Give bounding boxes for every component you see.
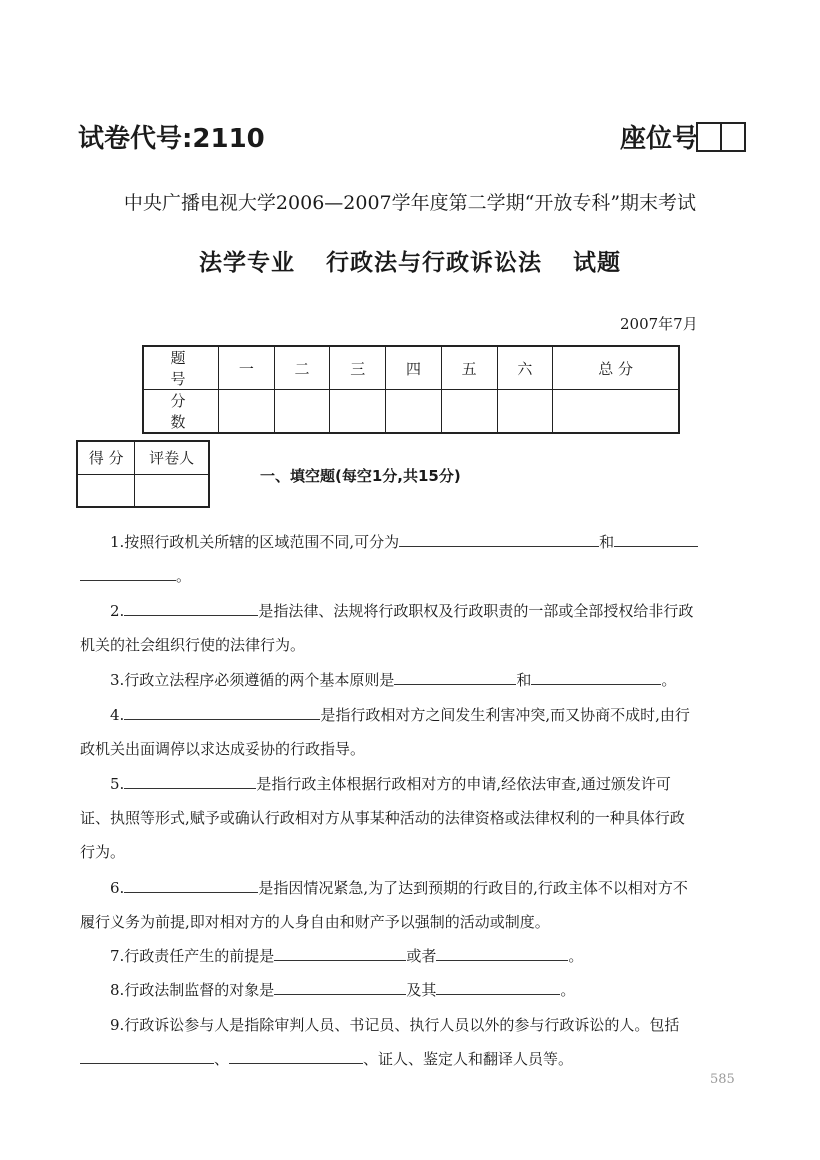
exam-date: 2007年7月 [620,315,698,333]
seat-box-2 [720,122,746,152]
answer-blank[interactable] [124,597,258,616]
score-cell: 三 [330,346,386,390]
score-cell: 一 [219,346,275,390]
answer-blank[interactable] [124,701,320,720]
answer-blank[interactable] [436,942,568,961]
score-entry-cell[interactable] [274,390,330,434]
score-entry-cell[interactable] [553,390,679,434]
score-cell: 五 [441,346,497,390]
answer-blank[interactable] [274,942,406,961]
seat-number [620,118,746,155]
score-entry-cell[interactable] [330,390,386,434]
score-entry-cell[interactable] [219,390,275,434]
question-2: 2. 是指法律、法规将行政职权及行政职责的一部或全部授权给非行政 [110,594,746,628]
answer-blank[interactable] [394,666,516,685]
grader-entry-cell[interactable] [77,474,135,507]
answer-blank[interactable] [124,770,256,789]
question-8: 8.行政法制监督的对象是 及其 。 [110,973,746,1007]
question-7: 7.行政责任产生的前提是 或者 。 [110,939,746,973]
question-5: 5. 是指行政主体根据行政相对方的申请,经依法审查,通过颁发许可 [110,767,746,801]
question-9-cont: 、 、证人、鉴定人和翻译人员等。 [80,1042,746,1076]
question-5-cont2: 行为。 [80,843,126,861]
exam-code: 试卷代号:2110 [78,124,265,154]
question-4-cont: 政机关出面调停以求达成妥协的行政指导。 [80,740,366,758]
grader-header: 评卷人 [135,441,209,474]
answer-blank[interactable] [399,528,599,547]
subject-title: 法学专业 行政法与行政诉讼法 试题 [198,250,621,276]
question-5-cont: 证、执照等形式,赋予或确认行政相对方从事某种活动的法律资格或法律权利的一种具体行政 [80,809,685,827]
question-6-cont: 履行义务为前提,即对相对方的人身自由和财产予以强制的活动或制度。 [80,913,550,931]
grader-table [76,440,210,508]
answer-blank[interactable] [124,874,258,893]
answer-blank[interactable] [80,562,176,581]
question-6: 6. 是指因情况紧急,为了达到预期的行政目的,行政主体不以相对方不 [110,871,746,905]
seat-label: 座位号 [620,124,699,154]
grader-entry-cell[interactable] [135,474,209,507]
score-cell: 分 数 [143,390,219,434]
answer-blank[interactable] [436,976,560,995]
question-4: 4. 是指行政相对方之间发生利害冲突,而又协商不成时,由行 [110,698,746,732]
page-number: 585 [710,1072,735,1087]
score-cell: 二 [274,346,330,390]
question-9: 9.行政诉讼参与人是指除审判人员、书记员、执行人员以外的参与行政诉讼的人。包括 [110,1016,680,1034]
grader-header: 得 分 [77,441,135,474]
score-table-header-row [143,346,679,390]
answer-blank[interactable] [229,1045,363,1064]
score-cell: 四 [386,346,442,390]
score-table-score-row [143,390,679,434]
score-entry-cell[interactable] [497,390,553,434]
score-cell: 题 号 [143,346,219,390]
seat-box-1 [696,122,722,152]
answer-blank[interactable] [614,528,698,547]
exam-title: 中央广播电视大学2006—2007学年度第二学期“开放专科”期末考试 [123,192,697,214]
score-table [142,345,680,434]
question-1-cont: 。 [80,559,746,593]
question-3: 3.行政立法程序必须遵循的两个基本原则是 和 。 [110,663,746,697]
answer-blank[interactable] [80,1045,214,1064]
answer-blank[interactable] [274,976,406,995]
question-1: 1.按照行政机关所辖的区域范围不同,可分为 和 [110,525,746,559]
score-cell: 六 [497,346,553,390]
score-entry-cell[interactable] [386,390,442,434]
score-entry-cell[interactable] [441,390,497,434]
section-title: 一、填空题(每空1分,共15分) [260,467,461,485]
answer-blank[interactable] [531,666,661,685]
score-cell: 总 分 [553,346,679,390]
question-2-cont: 机关的社会组织行使的法律行为。 [80,636,306,654]
